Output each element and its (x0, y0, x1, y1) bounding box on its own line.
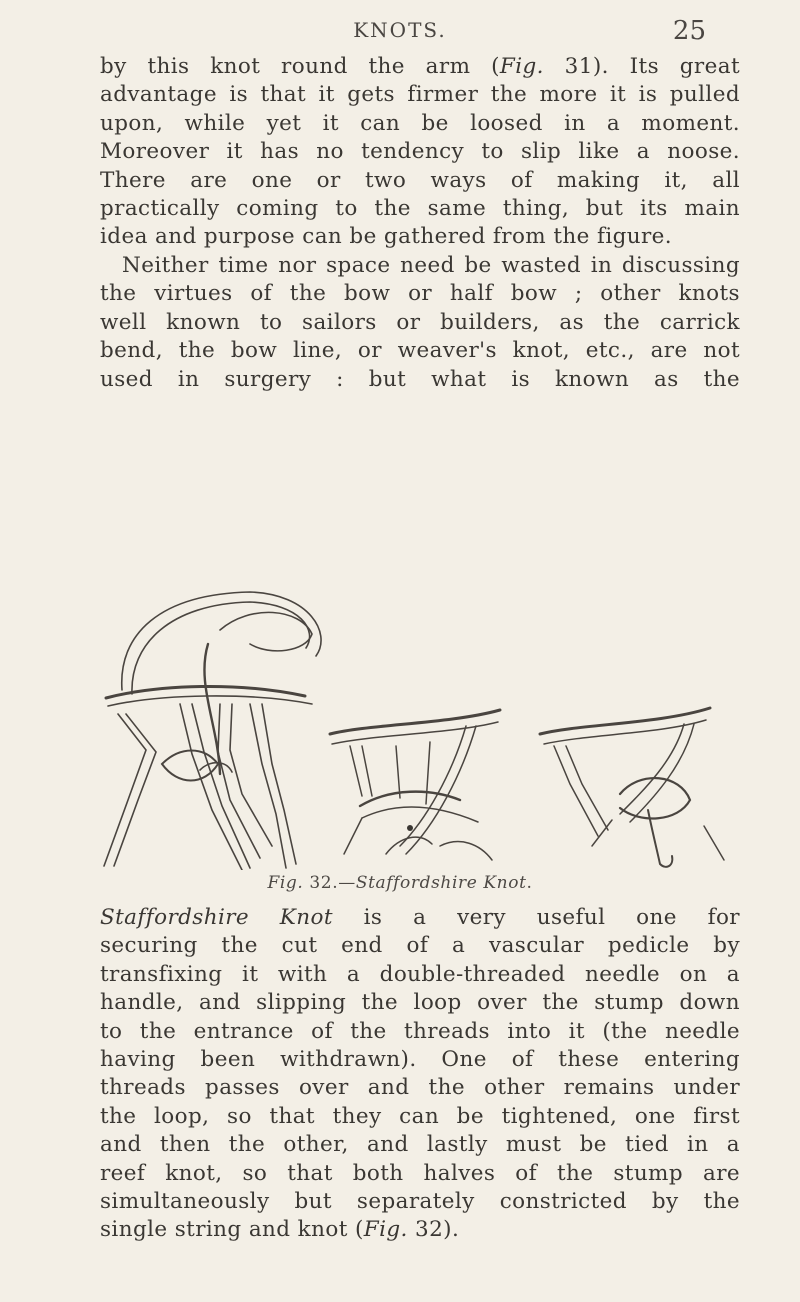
figure-caption: Fig. 32.—Staffordshire Knot. (267, 873, 533, 893)
text-line: single string and knot (Fig. 32). (100, 1217, 460, 1243)
text-line: simultaneously but separately constricted by the (100, 1188, 740, 1214)
text-line: Staffordshire Knot is a very useful one for (100, 905, 740, 930)
text-line: to the entrance of the threads into it (the needle (100, 1018, 740, 1044)
text-line: reef knot, so that both halves of the stump are (100, 1160, 740, 1186)
text-line: used in surgery : but what is known as the (100, 366, 740, 392)
text-line: by this knot round the arm (Fig. 31). Its great (100, 54, 740, 79)
paragraph-3 (100, 904, 740, 1245)
paragraph-1 (100, 53, 740, 252)
text-line: bend, the bow line, or weaver's knot, etc., are not (100, 338, 740, 364)
text-line: having been withdrawn). One of these entering (100, 1046, 740, 1072)
text-line: practically coming to the same thing, but its main (100, 195, 740, 221)
text-line: transfixing it with a double-threaded needle on a (100, 961, 740, 987)
text-line: threads passes over and the other remains under (100, 1075, 740, 1101)
text-line: upon, while yet it can be loosed in a moment. (100, 110, 740, 136)
figure-32-illustration (100, 574, 740, 870)
text-line: securing the cut end of a vascular pedicle by (100, 933, 740, 959)
text-line: and then the other, and lastly must be tied in a (100, 1132, 740, 1158)
text-line: the loop, so that they can be tightened, one first (100, 1103, 740, 1129)
text-line: the virtues of the bow or half bow ; other knots (100, 281, 740, 307)
text-line: well known to sailors or builders, as the carrick (100, 309, 740, 335)
middle-knot-drawing (330, 710, 500, 860)
running-head (0, 14, 800, 54)
paragraph-2 (100, 252, 740, 394)
left-knot-drawing (104, 592, 321, 870)
text-line: advantage is that it gets firmer the more it is pulled (100, 82, 740, 108)
page-number: 25 (672, 16, 706, 46)
text-line: Moreover it has no tendency to slip like a noose. (100, 139, 740, 165)
text-line: handle, and slipping the loop over the stump down (100, 990, 740, 1016)
text-line: There are one or two ways of making it, all (100, 167, 740, 193)
staffordshire-knot-drawing (100, 574, 740, 870)
text-line: idea and purpose can be gathered from the figure. (100, 224, 673, 250)
running-title: KNOTS. (353, 18, 447, 42)
right-knot-drawing (540, 708, 724, 867)
text-line: Neither time nor space need be wasted in discussing (122, 253, 740, 278)
